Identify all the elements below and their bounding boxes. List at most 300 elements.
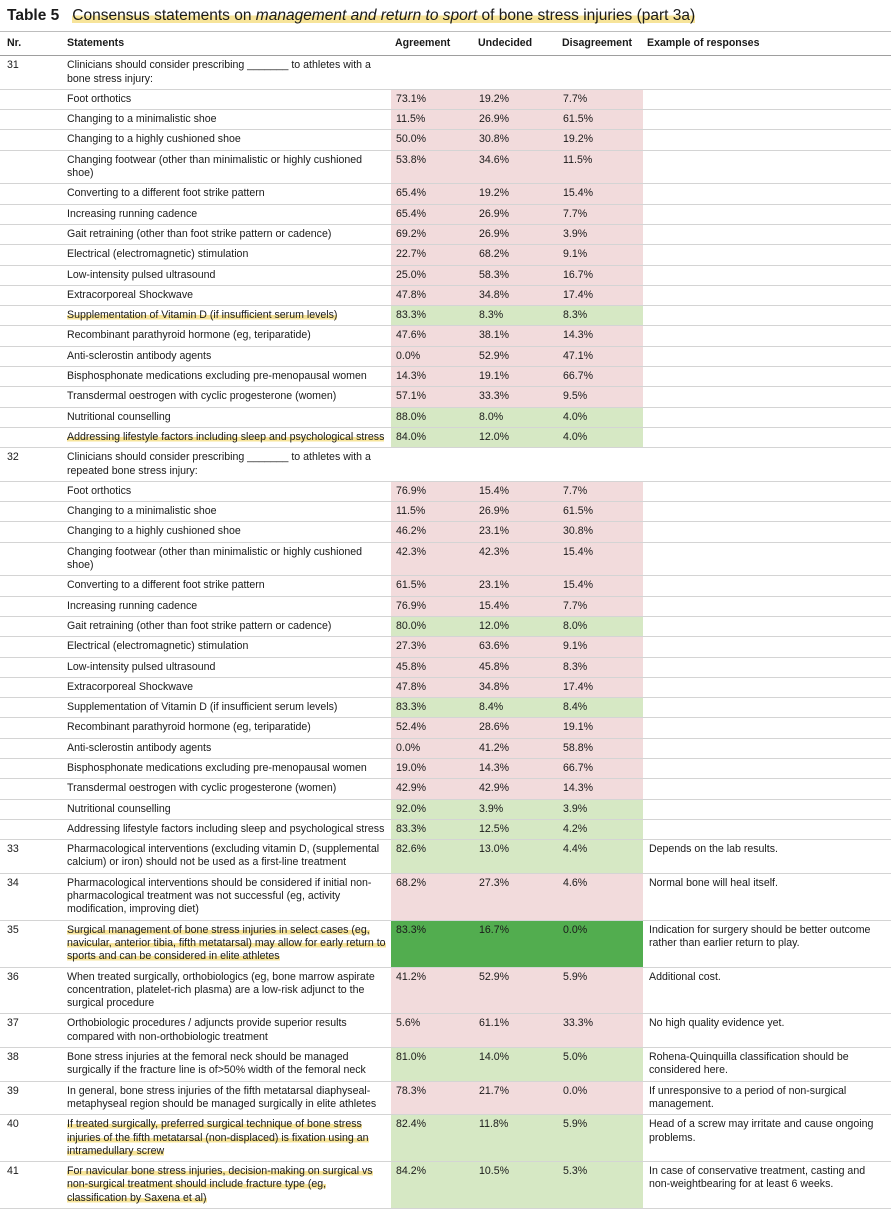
example-response (643, 637, 891, 657)
example-response: Normal bone will heal itself. (643, 873, 891, 920)
undecided-value: 3.9% (474, 799, 558, 819)
undecided-value: 30.8% (474, 130, 558, 150)
empty-cell (391, 448, 474, 482)
row-number (0, 427, 61, 447)
agreement-value: 19.0% (391, 758, 474, 778)
statement-label: Gait retraining (other than foot strike pattern or cadence) (67, 619, 332, 632)
statement-label: Recombinant parathyroid hormone (eg, teriparatide) (67, 329, 311, 342)
agreement-value: 45.8% (391, 657, 474, 677)
empty-cell (643, 448, 891, 482)
consensus-table (0, 32, 891, 1209)
column-header-agreement: Agreement (391, 32, 474, 56)
statement-item-row (0, 367, 891, 387)
statement-label: Changing footwear (other than minimalistic or highly cushioned shoe) (67, 153, 363, 180)
example-response (643, 677, 891, 697)
row-number (0, 224, 61, 244)
statement-text (61, 130, 391, 150)
row-number (0, 367, 61, 387)
example-response (643, 657, 891, 677)
row-number (0, 285, 61, 305)
statement-item-row (0, 799, 891, 819)
empty-cell (474, 56, 558, 90)
example-response (643, 407, 891, 427)
undecided-value: 19.2% (474, 89, 558, 109)
undecided-value: 28.6% (474, 718, 558, 738)
table-caption: Consensus statements on management and return to sport of bone stress injuries (part 3a) (72, 6, 696, 24)
column-header-nr: Nr. (0, 32, 61, 56)
disagreement-value: 5.9% (558, 1115, 643, 1162)
row-number (0, 522, 61, 542)
agreement-value: 0.0% (391, 738, 474, 758)
example-response (643, 576, 891, 596)
disagreement-value: 66.7% (558, 758, 643, 778)
disagreement-value: 4.0% (558, 407, 643, 427)
statement-label: Changing footwear (other than minimalistic or highly cushioned shoe) (67, 545, 363, 572)
undecided-value: 52.9% (474, 967, 558, 1014)
statement-item-row (0, 265, 891, 285)
statement-text (61, 367, 391, 387)
statement-text (61, 819, 391, 839)
statement-text (61, 110, 391, 130)
statement-item-row (0, 718, 891, 738)
undecided-value: 19.1% (474, 367, 558, 387)
row-number (0, 779, 61, 799)
row-number: 33 (0, 840, 61, 874)
statement-text (61, 1081, 391, 1115)
statement-label: Bisphosphonate medications excluding pre-menopausal women (67, 761, 367, 774)
statement-text (61, 150, 391, 184)
statement-item-row (0, 502, 891, 522)
statement-item-row (0, 758, 891, 778)
agreement-value: 92.0% (391, 799, 474, 819)
disagreement-value: 9.1% (558, 637, 643, 657)
example-response (643, 184, 891, 204)
statement-row (0, 1048, 891, 1082)
example-response (643, 738, 891, 758)
statement-label: Increasing running cadence (67, 207, 198, 220)
undecided-value: 14.0% (474, 1048, 558, 1082)
empty-cell (474, 448, 558, 482)
statement-label: Changing to a highly cushioned shoe (67, 525, 241, 538)
agreement-value: 11.5% (391, 110, 474, 130)
undecided-value: 21.7% (474, 1081, 558, 1115)
statement-label: Surgical management of bone stress injuries in select cases (eg, navicular, anterior tibia, fifth metatarsal) may allow for early return to sports and can be considered in elite athletes (67, 923, 386, 963)
disagreement-value: 15.4% (558, 184, 643, 204)
table-title (0, 0, 891, 32)
agreement-value: 5.6% (391, 1014, 474, 1048)
disagreement-value: 8.3% (558, 306, 643, 326)
row-number: 39 (0, 1081, 61, 1115)
empty-cell (643, 56, 891, 90)
undecided-value: 61.1% (474, 1014, 558, 1048)
example-response (643, 265, 891, 285)
row-number (0, 407, 61, 427)
disagreement-value: 7.7% (558, 204, 643, 224)
statement-text (61, 718, 391, 738)
undecided-value: 23.1% (474, 522, 558, 542)
undecided-value: 41.2% (474, 738, 558, 758)
example-response (643, 799, 891, 819)
empty-cell (391, 56, 474, 90)
row-number (0, 110, 61, 130)
disagreement-value: 47.1% (558, 346, 643, 366)
disagreement-value: 15.4% (558, 542, 643, 576)
statement-label: Anti-sclerostin antibody agents (67, 741, 212, 754)
column-header-statements: Statements (61, 32, 391, 56)
row-number (0, 616, 61, 636)
agreement-value: 83.3% (391, 819, 474, 839)
statement-text (61, 245, 391, 265)
undecided-value: 13.0% (474, 840, 558, 874)
statement-text (61, 481, 391, 501)
statement-label: Converting to a different foot strike pattern (67, 187, 265, 200)
statement-label: Gait retraining (other than foot strike pattern or cadence) (67, 227, 332, 240)
statement-text (61, 285, 391, 305)
example-response (643, 616, 891, 636)
statement-label: Electrical (electromagnetic) stimulation (67, 640, 249, 653)
statement-item-row (0, 677, 891, 697)
statement-row (0, 1162, 891, 1209)
undecided-value: 19.2% (474, 184, 558, 204)
statement-text (61, 306, 391, 326)
statement-row (0, 1014, 891, 1048)
disagreement-value: 7.7% (558, 89, 643, 109)
undecided-value: 45.8% (474, 657, 558, 677)
disagreement-value: 4.2% (558, 819, 643, 839)
statement-label: Orthobiologic procedures / adjuncts provide superior results compared with non-orthobiologic treatment (67, 1017, 347, 1043)
example-response (643, 758, 891, 778)
statement-item-row (0, 657, 891, 677)
disagreement-value: 9.5% (558, 387, 643, 407)
undecided-value: 14.3% (474, 758, 558, 778)
statement-item-row (0, 698, 891, 718)
statement-label: Extracorporeal Shockwave (67, 680, 194, 693)
disagreement-value: 0.0% (558, 1081, 643, 1115)
disagreement-value: 66.7% (558, 367, 643, 387)
example-response: In case of conservative treatment, casting and non-weightbearing for at least 6 weeks. (643, 1162, 891, 1209)
disagreement-value: 5.9% (558, 967, 643, 1014)
undecided-value: 8.4% (474, 698, 558, 718)
row-number (0, 306, 61, 326)
undecided-value: 26.9% (474, 204, 558, 224)
statement-label: Converting to a different foot strike pattern (67, 579, 265, 592)
statement-text (61, 1014, 391, 1048)
undecided-value: 10.5% (474, 1162, 558, 1209)
row-number (0, 657, 61, 677)
example-response (643, 542, 891, 576)
statement-label: Supplementation of Vitamin D (if insufficient serum levels) (67, 309, 338, 322)
row-number: 32 (0, 448, 61, 482)
agreement-value: 65.4% (391, 184, 474, 204)
undecided-value: 12.0% (474, 616, 558, 636)
statement-label: Extracorporeal Shockwave (67, 288, 194, 301)
row-number (0, 596, 61, 616)
example-response (643, 367, 891, 387)
agreement-value: 76.9% (391, 481, 474, 501)
statement-text (61, 542, 391, 576)
agreement-value: 57.1% (391, 387, 474, 407)
example-response (643, 522, 891, 542)
statement-text (61, 1115, 391, 1162)
statement-label: Addressing lifestyle factors including sleep and psychological stress (67, 822, 385, 835)
agreement-value: 84.0% (391, 427, 474, 447)
statement-item-row (0, 407, 891, 427)
statement-item-row (0, 204, 891, 224)
disagreement-value: 4.6% (558, 873, 643, 920)
statement-label: For navicular bone stress injuries, decision-making on surgical vs non-surgical treatment should include fracture type (eg, classification by Saxena et al) (67, 1165, 373, 1204)
statement-row (0, 1081, 891, 1115)
row-number (0, 799, 61, 819)
undecided-value: 42.3% (474, 542, 558, 576)
statement-label: Pharmacological interventions (excluding vitamin D, (supplemental calcium) or iron) should not be used as a first-line treatment (67, 843, 380, 869)
agreement-value: 52.4% (391, 718, 474, 738)
statement-item-row (0, 616, 891, 636)
statement-text (61, 616, 391, 636)
disagreement-value: 4.4% (558, 840, 643, 874)
agreement-value: 76.9% (391, 596, 474, 616)
disagreement-value: 61.5% (558, 502, 643, 522)
agreement-value: 69.2% (391, 224, 474, 244)
disagreement-value: 8.4% (558, 698, 643, 718)
example-response (643, 150, 891, 184)
statement-text (61, 758, 391, 778)
statement-label: Supplementation of Vitamin D (if insufficient serum levels) (67, 701, 338, 714)
statement-text (61, 427, 391, 447)
undecided-value: 12.0% (474, 427, 558, 447)
agreement-value: 84.2% (391, 1162, 474, 1209)
row-number: 31 (0, 56, 61, 90)
header-row (0, 32, 891, 56)
undecided-value: 42.9% (474, 779, 558, 799)
statement-label: Transdermal oestrogen with cyclic progesterone (women) (67, 782, 337, 795)
row-number (0, 245, 61, 265)
undecided-value: 34.8% (474, 285, 558, 305)
statement-text (61, 387, 391, 407)
example-response (643, 481, 891, 501)
statement-item-row (0, 326, 891, 346)
statement-label: Foot orthotics (67, 92, 132, 105)
disagreement-value: 15.4% (558, 576, 643, 596)
statement-label: In general, bone stress injuries of the fifth metatarsal diaphyseal-metaphyseal region should be managed surgically in elite athletes (67, 1084, 377, 1110)
row-number: 41 (0, 1162, 61, 1209)
example-response (643, 387, 891, 407)
row-number (0, 502, 61, 522)
statement-text (61, 522, 391, 542)
statement-text (61, 326, 391, 346)
undecided-value: 52.9% (474, 346, 558, 366)
statement-text (61, 184, 391, 204)
disagreement-value: 5.0% (558, 1048, 643, 1082)
agreement-value: 22.7% (391, 245, 474, 265)
agreement-value: 46.2% (391, 522, 474, 542)
disagreement-value: 58.8% (558, 738, 643, 758)
statement-text (61, 637, 391, 657)
example-response (643, 502, 891, 522)
statement-text: Clinicians should consider prescribing _______ to athletes with a repeated bone stress injury: (61, 448, 391, 482)
statement-label: Changing to a highly cushioned shoe (67, 133, 241, 146)
statement-text (61, 502, 391, 522)
column-header-examples: Example of responses (643, 32, 891, 56)
row-number: 35 (0, 920, 61, 967)
undecided-value: 63.6% (474, 637, 558, 657)
statement-text (61, 89, 391, 109)
row-number: 37 (0, 1014, 61, 1048)
agreement-value: 14.3% (391, 367, 474, 387)
example-response: No high quality evidence yet. (643, 1014, 891, 1048)
row-number (0, 387, 61, 407)
row-number (0, 89, 61, 109)
statement-item-row (0, 184, 891, 204)
undecided-value: 34.6% (474, 150, 558, 184)
statement-item-row (0, 542, 891, 576)
example-response (643, 596, 891, 616)
example-response (643, 306, 891, 326)
agreement-value: 65.4% (391, 204, 474, 224)
statement-text (61, 224, 391, 244)
statement-label: If treated surgically, preferred surgical technique of bone stress injuries of the fifth metatarsal (non-displaced) is fixation using an intramedullary screw (67, 1118, 369, 1157)
statement-label: Transdermal oestrogen with cyclic progesterone (women) (67, 390, 337, 403)
statement-label: When treated surgically, orthobiologics (eg, bone marrow aspirate concentration, platelet-rich plasma) are a low-risk adjunct to the surgical procedure (67, 970, 375, 1010)
example-response (643, 285, 891, 305)
statement-item-row (0, 245, 891, 265)
disagreement-value: 7.7% (558, 481, 643, 501)
example-response: Depends on the lab results. (643, 840, 891, 874)
row-number (0, 150, 61, 184)
row-number (0, 758, 61, 778)
example-response (643, 89, 891, 109)
statement-text (61, 799, 391, 819)
undecided-value: 58.3% (474, 265, 558, 285)
example-response (643, 224, 891, 244)
statement-item-row (0, 637, 891, 657)
undecided-value: 34.8% (474, 677, 558, 697)
agreement-value: 78.3% (391, 1081, 474, 1115)
statement-text (61, 1162, 391, 1209)
disagreement-value: 11.5% (558, 150, 643, 184)
statement-label: Nutritional counselling (67, 410, 171, 423)
disagreement-value: 5.3% (558, 1162, 643, 1209)
disagreement-value: 17.4% (558, 285, 643, 305)
row-number (0, 265, 61, 285)
statement-item-row (0, 306, 891, 326)
statement-item-row (0, 779, 891, 799)
row-number: 38 (0, 1048, 61, 1082)
disagreement-value: 14.3% (558, 779, 643, 799)
statement-label: Low-intensity pulsed ultrasound (67, 268, 216, 281)
statement-text (61, 840, 391, 874)
statement-item-row (0, 89, 891, 109)
statement-item-row (0, 738, 891, 758)
agreement-value: 88.0% (391, 407, 474, 427)
statement-text (61, 779, 391, 799)
statement-item-row (0, 427, 891, 447)
example-response: Additional cost. (643, 967, 891, 1014)
undecided-value: 8.3% (474, 306, 558, 326)
disagreement-value: 8.3% (558, 657, 643, 677)
agreement-value: 68.2% (391, 873, 474, 920)
disagreement-value: 16.7% (558, 265, 643, 285)
statement-text (61, 920, 391, 967)
row-number (0, 576, 61, 596)
undecided-value: 27.3% (474, 873, 558, 920)
row-number (0, 698, 61, 718)
agreement-value: 80.0% (391, 616, 474, 636)
statement-text (61, 596, 391, 616)
disagreement-value: 61.5% (558, 110, 643, 130)
undecided-value: 15.4% (474, 596, 558, 616)
undecided-value: 33.3% (474, 387, 558, 407)
statement-text (61, 873, 391, 920)
example-response (643, 346, 891, 366)
row-number: 36 (0, 967, 61, 1014)
undecided-value: 26.9% (474, 224, 558, 244)
row-number (0, 204, 61, 224)
statement-text (61, 204, 391, 224)
disagreement-value: 7.7% (558, 596, 643, 616)
row-number (0, 819, 61, 839)
undecided-value: 8.0% (474, 407, 558, 427)
row-number: 34 (0, 873, 61, 920)
disagreement-value: 17.4% (558, 677, 643, 697)
example-response (643, 110, 891, 130)
column-header-undecided: Undecided (474, 32, 558, 56)
agreement-value: 47.8% (391, 677, 474, 697)
undecided-value: 38.1% (474, 326, 558, 346)
agreement-value: 82.4% (391, 1115, 474, 1162)
statement-text: Clinicians should consider prescribing _______ to athletes with a bone stress injury: (61, 56, 391, 90)
statement-item-row (0, 522, 891, 542)
statement-text (61, 677, 391, 697)
statement-item-row (0, 346, 891, 366)
statement-label: Nutritional counselling (67, 802, 171, 815)
row-number (0, 738, 61, 758)
agreement-value: 53.8% (391, 150, 474, 184)
statement-text (61, 407, 391, 427)
statement-label: Recombinant parathyroid hormone (eg, teriparatide) (67, 721, 311, 734)
agreement-value: 50.0% (391, 130, 474, 150)
disagreement-value: 0.0% (558, 920, 643, 967)
agreement-value: 27.3% (391, 637, 474, 657)
undecided-value: 26.9% (474, 502, 558, 522)
undecided-value: 15.4% (474, 481, 558, 501)
undecided-value: 12.5% (474, 819, 558, 839)
statement-label: Changing to a minimalistic shoe (67, 505, 217, 518)
statement-label: Addressing lifestyle factors including sleep and psychological stress (67, 430, 385, 443)
disagreement-value: 3.9% (558, 799, 643, 819)
statement-item-row (0, 576, 891, 596)
row-number (0, 481, 61, 501)
empty-cell (558, 56, 643, 90)
undecided-value: 68.2% (474, 245, 558, 265)
example-response (643, 130, 891, 150)
statement-label: Increasing running cadence (67, 599, 198, 612)
agreement-value: 83.3% (391, 698, 474, 718)
agreement-value: 41.2% (391, 967, 474, 1014)
agreement-value: 47.6% (391, 326, 474, 346)
statement-label: Foot orthotics (67, 484, 132, 497)
undecided-value: 16.7% (474, 920, 558, 967)
example-response (643, 718, 891, 738)
statement-item-row (0, 387, 891, 407)
example-response (643, 326, 891, 346)
statement-label: Bone stress injuries at the femoral neck should be managed surgically if the fracture line is of>50% width of the femoral neck (67, 1051, 366, 1077)
agreement-value: 81.0% (391, 1048, 474, 1082)
statement-item-row (0, 819, 891, 839)
statement-item-row (0, 110, 891, 130)
disagreement-value: 8.0% (558, 616, 643, 636)
statement-label: Low-intensity pulsed ultrasound (67, 660, 216, 673)
agreement-value: 83.3% (391, 920, 474, 967)
